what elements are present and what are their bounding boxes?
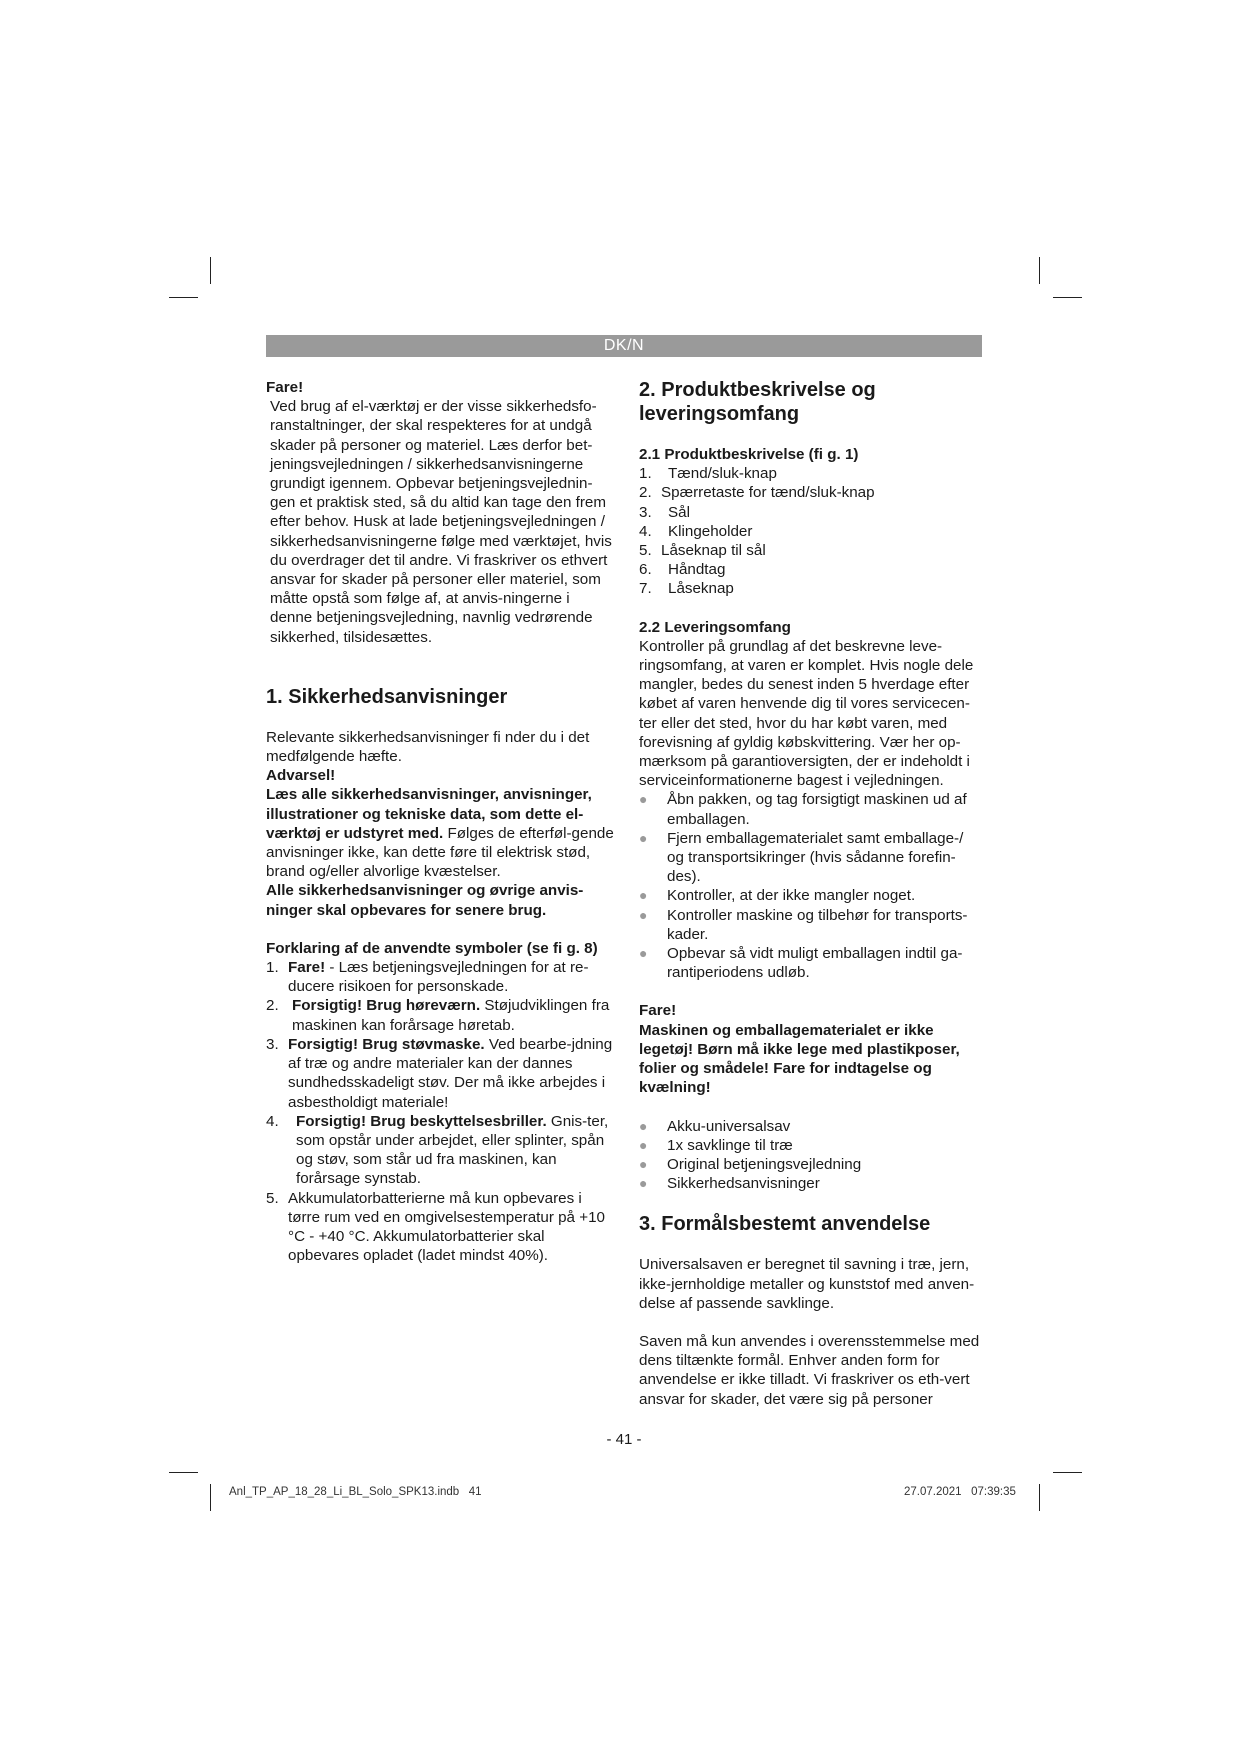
- part-label: Spærretaste for tænd/sluk-knap: [661, 484, 875, 502]
- part-label: Klingeholder: [668, 522, 753, 540]
- bullet-icon: ●: [639, 906, 648, 923]
- crop-mark-br-v: [1039, 1484, 1040, 1511]
- sub22-title: 2.2 Leveringsomfang: [639, 618, 791, 636]
- part-num: 1.: [639, 465, 652, 483]
- content-text: 1x savklinge til træ: [667, 1136, 793, 1154]
- crop-mark-tl-h: [169, 297, 198, 298]
- step-text: Kontroller maskine og tilbehør for transports-kader.: [667, 906, 968, 943]
- symbol-item: [266, 1112, 616, 1189]
- part-num: 2.: [639, 484, 652, 502]
- part-num: 4.: [639, 522, 652, 540]
- part-num: 6.: [639, 561, 652, 579]
- steps-list: [639, 790, 984, 982]
- fare-text: Ved brug af el-værktøj er der visse sikkerhedsfo-ranstaltninger, der skal respekteres for at undgå skader på personer og materiel. Læs derfor bet-jeningsvejledningen / sikkerhedsanvisningerne grundigt igennem. Opbevar betjeningsvejlednin-gen et praktisk sted, så du altid kan tage den frem efter behov. Husk at lade betjeningsvejledningen / sikkerhedsanvisningerne følge med værktøjet, hvis du overdrager det til andre. Vi fraskriver os ethvert ansvar for skader på personer eller materiel, som måtte opstå som følge af, at anvis-ningerne i denne betjeningsvejledning, navnlig vedrørende sikkerhed, tilsidesættes.: [270, 398, 612, 646]
- symbol-num: 4.: [266, 1112, 279, 1130]
- crop-mark-bl-h: [169, 1472, 198, 1473]
- fare2-text: Maskinen og emballagematerialet er ikke legetøj! Børn må ikke lege med plastikposer, folier og smådele! Fare for indtagelse og kvælning!: [639, 1021, 960, 1097]
- step-text: Opbevar så vidt muligt emballagen indtil ga-rantiperiodens udløb.: [667, 945, 963, 982]
- part-item: [639, 522, 984, 541]
- crop-mark-tr-v: [1039, 257, 1040, 284]
- bullet-icon: ●: [639, 1155, 648, 1172]
- step-item: [639, 886, 984, 905]
- symbol-text: Gnis-ter, som opstår under arbejdet, eller splinter, spån og støv, som står ud fra maskinen, kan forårsage synstab.: [296, 1112, 609, 1188]
- content-item: [639, 1155, 984, 1174]
- content-item: [639, 1174, 984, 1193]
- step-text: Fjern emballagematerialet samt emballage-/ og transportsikringer (hvis sådanne forefin-des).: [667, 829, 964, 886]
- right-column: [639, 378, 984, 1409]
- part-item: [639, 541, 984, 560]
- bullet-icon: ●: [639, 791, 648, 808]
- part-num: 7.: [639, 580, 652, 598]
- part-label: Låseknap: [668, 580, 734, 598]
- footer-filename: Anl_TP_AP_18_28_Li_BL_Solo_SPK13.indb 41: [229, 1486, 482, 1498]
- symbol-desc: [286, 1112, 616, 1189]
- symbol-bold: Forsigtig! Brug beskyttelsesbriller.: [296, 1112, 547, 1130]
- bullet-icon: ●: [639, 945, 648, 962]
- symbol-desc: [286, 996, 616, 1034]
- step-text: Åbn pakken, og tag forsigtigt maskinen ud af emballagen.: [667, 791, 967, 828]
- section2-title: 2. Produktbeskrivelse og leveringsomfang: [639, 379, 876, 425]
- advarsel-text: Følges de efterføl-gende anvisninger ikke, kan dette føre til elektrisk stød, brand og/eller alvorlige kvæstelser.: [266, 824, 614, 881]
- content-text: Original betjeningsvejledning: [667, 1155, 862, 1173]
- symbol-desc: [286, 1035, 616, 1112]
- bullet-icon: ●: [639, 1136, 648, 1153]
- advarsel-paragraph: [266, 785, 616, 881]
- crop-mark-tl-v: [210, 257, 211, 284]
- bullet-icon: ●: [639, 887, 648, 904]
- symbol-text: - Læs betjeningsvejledningen for at re-ducere risikoen for personskade.: [288, 959, 589, 996]
- crop-mark-bl-v: [210, 1484, 211, 1511]
- part-item: [639, 503, 984, 522]
- advarsel-bold2: Alle sikkerhedsanvisninger og øvrige anvis-ninger skal opbevares for senere brug.: [266, 882, 584, 919]
- symbol-item: [266, 996, 616, 1034]
- symbol-item: [266, 958, 616, 996]
- fare2-title: Fare!: [639, 1002, 677, 1020]
- symbol-item: [266, 1189, 616, 1266]
- part-label: Tænd/sluk-knap: [668, 465, 777, 483]
- symbol-bold: Fare!: [288, 959, 326, 977]
- symbol-text: Støjudviklingen fra maskinen kan forårsage høretab.: [292, 997, 610, 1034]
- step-item: [639, 906, 984, 944]
- symbol-item: [266, 1035, 616, 1112]
- section1-title: 1. Sikkerhedsanvisninger: [266, 685, 508, 708]
- symbol-num: 5.: [266, 1189, 279, 1207]
- symbol-text: Akkumulatorbatterierne må kun opbevares i tørre rum ved en omgivelsestemperatur på +10 °C - +40 °C. Akkumulatorbatterier skal opbevares opladet (ladet mindst 40%).: [288, 1189, 605, 1265]
- section3-p2: Saven må kun anvendes i overensstemmelse med dens tiltænkte formål. Enhver anden form for anvendelse er ikke tilladt. Vi fraskriver os eth-vert ansvar for skader, det være sig på personer: [639, 1332, 980, 1408]
- language-header: DK/N: [266, 335, 982, 357]
- step-item: [639, 829, 984, 887]
- symbol-num: 3.: [266, 1035, 279, 1053]
- content-text: Akku-universalsav: [667, 1117, 791, 1135]
- step-item: [639, 944, 984, 982]
- part-item: [639, 464, 984, 483]
- section1-intro: Relevante sikkerhedsanvisninger fi nder du i det medfølgende hæfte.: [266, 728, 590, 766]
- content-text: Sikkerhedsanvisninger: [667, 1175, 820, 1193]
- part-num: 5.: [639, 542, 652, 560]
- symbol-bold: Forsigtig! Brug støvmaske.: [288, 1035, 485, 1053]
- page-number: - 41 -: [606, 1431, 642, 1448]
- part-num: 3.: [639, 503, 652, 521]
- sub21-title: 2.1 Produktbeskrivelse (fi g. 1): [639, 446, 859, 463]
- part-label: Låseknap til sål: [661, 542, 766, 560]
- part-item: [639, 579, 984, 598]
- bullet-icon: ●: [639, 829, 648, 846]
- part-item: [639, 560, 984, 579]
- parts-list: [639, 464, 984, 598]
- footer-timestamp: 27.07.2021 07:39:35: [904, 1486, 1016, 1498]
- symbol-num: 1.: [266, 959, 279, 977]
- step-item: [639, 790, 984, 828]
- content-item: [639, 1117, 984, 1136]
- crop-mark-tr-h: [1053, 297, 1082, 298]
- symbol-bold: Forsigtig! Brug høreværn.: [292, 997, 481, 1015]
- section3-p1: Universalsaven er beregnet til savning i træ, jern, ikke-jernholdige metaller og kunststof med anven-delse af passende savklinge.: [639, 1256, 975, 1312]
- symbols-list: [266, 958, 616, 1265]
- part-label: Sål: [668, 503, 690, 521]
- crop-mark-br-h: [1053, 1472, 1082, 1473]
- step-text: Kontroller, at der ikke mangler noget.: [667, 887, 916, 905]
- advarsel-bold: Læs alle sikkerhedsanvisninger, anvisninger, illustrationer og tekniske data, som dette el-værktøj er udstyret med.: [266, 786, 592, 842]
- part-label: Håndtag: [668, 561, 726, 579]
- bullet-icon: ●: [639, 1117, 648, 1134]
- advarsel-title: Advarsel!: [266, 767, 336, 785]
- symbol-desc: [286, 1189, 616, 1266]
- symbols-title: Forklaring af de anvendte symboler (se fi g. 8): [266, 939, 598, 957]
- section3-title: 3. Formålsbestemt anvendelse: [639, 1213, 931, 1236]
- content-item: [639, 1136, 984, 1155]
- bullet-icon: ●: [639, 1175, 648, 1192]
- fare-title: Fare!: [266, 379, 304, 396]
- symbol-text: Ved bearbe-jdning af træ og andre materialer kan der dannes sundhedsskadeligt støv. Der må ikke arbejdes i asbestholdigt materiale!: [288, 1035, 613, 1111]
- symbol-desc: [286, 958, 616, 996]
- contents-list: [639, 1117, 984, 1194]
- sub22-text: Kontroller på grundlag af det beskrevne leve-ringsomfang, at varen er komplet. Hvis nogle dele mangler, bedes du senest inden 5 hverdage efter købet af varen henvende dig til vores servicecen-ter eller det sted, hvor du har købt varen, med forevisning af gyldig købskvittering. Vær her op-mærksom på garantioversigten, der er indeholdt i serviceinformationerne bagest i vejledningen.: [639, 637, 974, 790]
- symbol-num: 2.: [266, 997, 279, 1015]
- part-item: [639, 483, 984, 502]
- left-column: [266, 378, 616, 1265]
